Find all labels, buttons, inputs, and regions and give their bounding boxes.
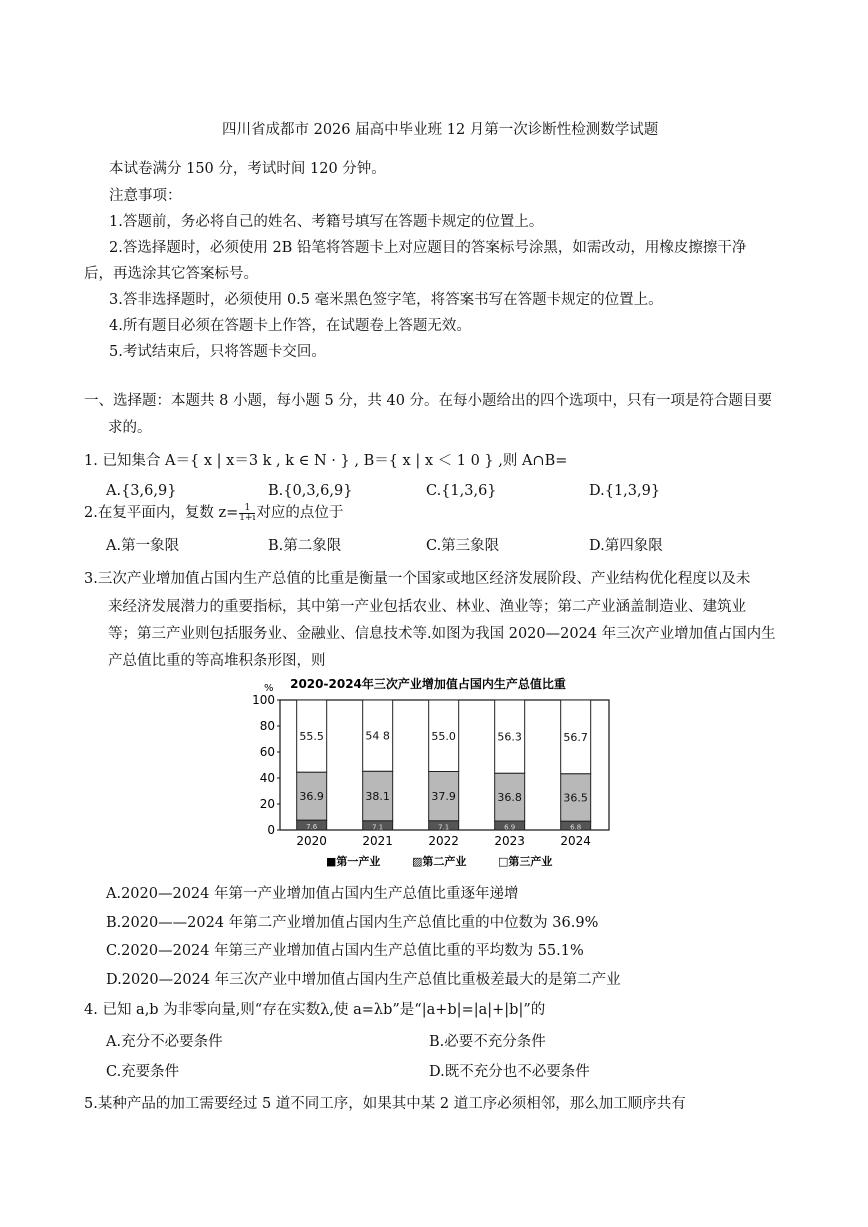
- q2-option-a: A.第一象限: [106, 538, 180, 554]
- q3-stem-line-4: 产总值比重的等高堆积条形图，则: [108, 653, 326, 669]
- bar-value-label: 56.3: [497, 730, 522, 744]
- note-4: 4.所有题目必须在答题卡上作答，在试题卷上答题无效。: [109, 318, 471, 334]
- bar-value-label: 37.9: [431, 790, 456, 804]
- q5-stem: 5.某种产品的加工需要经过 5 道不同工序，如果其中某 2 道工序必须相邻，那么加工顺序共有: [84, 1096, 686, 1112]
- chart-title: 2020-2024年三次产业增加值占国内生产总值比重: [290, 677, 566, 691]
- q2-stem-post: 对应的点位于: [256, 505, 344, 521]
- bar-value-label: 55.0: [431, 729, 456, 743]
- q3-stem-line-1: 3.三次产业增加值占国内生产总值的比重是衡量一个国家或地区经济发展阶段、产业结构优化程度以及未: [84, 571, 751, 587]
- x-tick-label: 2020: [296, 834, 327, 848]
- chart-ylabel: %: [264, 683, 274, 694]
- legend-entry: ■第一产业: [326, 855, 381, 868]
- bar-value-label: 36.9: [299, 790, 324, 804]
- y-tick-label: 60: [259, 745, 275, 759]
- x-tick-label: 2023: [494, 834, 525, 848]
- q4-option-a: A.充分不必要条件: [106, 1034, 223, 1050]
- section-1-heading: 一、选择题：本题共 8 小题，每小题 5 分，共 40 分。在每小题给出的四个选项中，只有一项是符合题目要: [84, 393, 773, 409]
- q2-option-c: C.第三象限: [426, 538, 500, 554]
- legend-entry: □第三产业: [498, 855, 553, 868]
- bar-value-label: 7.1: [438, 823, 450, 832]
- q4-option-c: C.充要条件: [106, 1064, 180, 1080]
- x-tick-label: 2024: [560, 834, 591, 848]
- q3-stem-line-3: 等；第三产业则包括服务业、金融业、信息技术等.如图为我国 2020—2024 年三次产业增加值占国内生: [108, 626, 776, 642]
- q1-option-a: A.{3,6,9}: [106, 483, 177, 499]
- q4-stem: 4. 已知 a,b 为非零向量,则“存在实数λ,使 a=λb”是“|a+b|=|a|+|b|”的: [84, 1002, 546, 1018]
- bar-value-label: 7.1: [372, 823, 384, 832]
- x-tick-label: 2022: [428, 834, 459, 848]
- y-tick-label: 40: [259, 771, 275, 785]
- q3-option-d: D.2020—2024 年三次产业中增加值占国内生产总值比重极差最大的是第二产业: [106, 972, 621, 988]
- section-1-heading-cont: 求的。: [108, 420, 152, 436]
- y-tick-label: 20: [259, 797, 275, 811]
- note-2b: 后，再选涂其它答案标号。: [84, 266, 258, 282]
- note-2a: 2.答选择题时，必须使用 2B 铅笔将答题卡上对应题目的答案标号涂黑，如需改动，用橡皮擦擦干净: [109, 240, 747, 256]
- y-tick-label: 80: [259, 719, 275, 733]
- note-3: 3.答非选择题时，必须使用 0.5 毫米黑色签字笔，将答案书写在答题卡规定的位置上。: [109, 292, 663, 308]
- x-tick-label: 2021: [362, 834, 393, 848]
- note-1: 1.答题前，务必将自己的姓名、考籍号填写在答题卡规定的位置上。: [109, 214, 544, 230]
- q2-fraction-denominator: 1+i: [239, 512, 256, 523]
- q3-stem-line-2: 来经济发展潜力的重要指标，其中第一产业包括农业、林业、渔业等；第二产业涵盖制造业、建筑业: [108, 599, 746, 615]
- intro-score-time: 本试卷满分 150 分，考试时间 120 分钟。: [109, 161, 386, 177]
- bar-value-label: 7.6: [306, 823, 318, 832]
- bar-value-label: 55.5: [299, 730, 324, 744]
- q2-stem: [84, 503, 343, 523]
- q1-option-b: B.{0,3,6,9}: [268, 483, 353, 499]
- page-title: 四川省成都市 2026 届高中毕业班 12 月第一次诊断性检测数学试题: [222, 122, 659, 138]
- bar-value-label: 6.8: [570, 823, 582, 832]
- legend-entry: ▨第二产业: [412, 855, 467, 868]
- y-tick-label: 100: [252, 693, 275, 707]
- stacked-bar-chart: [250, 672, 610, 872]
- bar-value-label: 54 8: [365, 729, 390, 743]
- q4-option-d: D.既不充分也不必要条件: [429, 1064, 590, 1080]
- q3-option-b: B.2020——2024 年第二产业增加值占国内生产总值比重的中位数为 36.9%: [106, 915, 599, 931]
- q1-option-c: C.{1,3,6}: [426, 483, 497, 499]
- bar-value-label: 36.8: [497, 791, 522, 805]
- q2-stem-pre: 2.在复平面内，复数 z=: [84, 505, 239, 521]
- y-tick-label: 0: [267, 823, 275, 837]
- q3-option-a: A.2020—2024 年第一产业增加值占国内生产总值比重逐年递增: [106, 886, 519, 902]
- bar-value-label: 36.5: [563, 791, 588, 805]
- q2-fraction-numerator: 1: [239, 504, 255, 514]
- bar-value-label: 6.9: [504, 823, 516, 832]
- q1-option-d: D.{1,3,9}: [589, 483, 661, 499]
- bar-value-label: 56.7: [563, 730, 588, 744]
- q2-option-d: D.第四象限: [589, 538, 663, 554]
- q1-stem: 1. 已知集合 A＝{ x | x＝3 k , k ∈ N · } , B＝{ x | x ＜ 1 0 } ,则 A∩B=: [84, 453, 568, 469]
- q4-option-b: B.必要不充分条件: [429, 1034, 546, 1050]
- notes-heading: 注意事项：: [109, 188, 182, 204]
- q3-option-c: C.2020—2024 年第三产业增加值占国内生产总值比重的平均数为 55.1%: [106, 943, 584, 959]
- bar-value-label: 38.1: [365, 790, 390, 804]
- q2-fraction: [239, 504, 255, 523]
- q2-option-b: B.第二象限: [268, 538, 342, 554]
- note-5: 5.考试结束后，只将答题卡交回。: [109, 344, 326, 360]
